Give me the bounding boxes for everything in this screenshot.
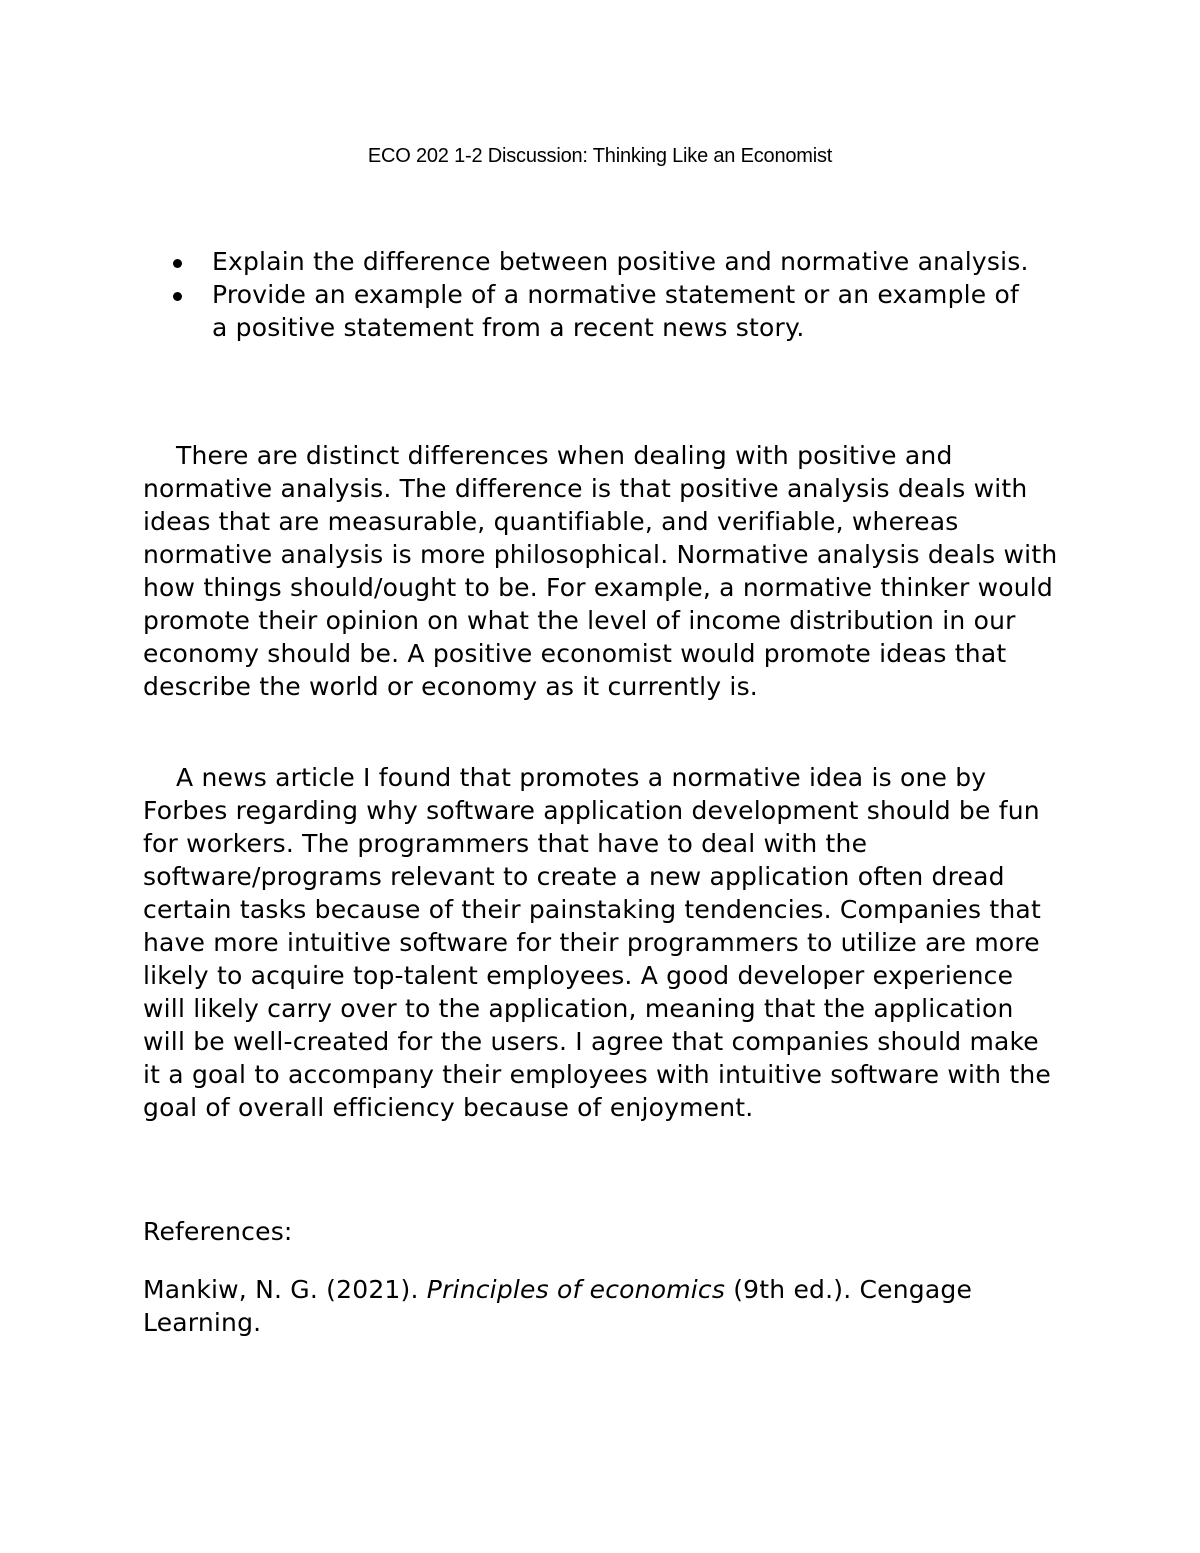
prompt-text: Explain the difference between positive and normative analysis.: [212, 247, 1029, 276]
body-paragraph: There are distinct differences when dealing with positive and normative analysis. The difference is that positive analysis deals with ideas that are measurable, quantifiable, and verifiable, whereas normative analysis is more philosophical. Normative analysis deals with how things should/ought to be. For example, a normative thinker would promote their opinion on what the level of income distribution in our economy should be. A positive economist would promote ideas that describe the world or economy as it currently is.: [143, 441, 1058, 701]
reference-entry: [143, 1273, 1003, 1339]
prompt-item: [170, 245, 1030, 278]
prompt-text: Provide an example of a normative statement or an example of a positive statement from a recent news story.: [212, 280, 1020, 342]
reference-authors-year: Mankiw, N. G. (2021).: [143, 1275, 427, 1304]
reference-edition-publisher: (9th ed.). Cengage Learning.: [143, 1275, 973, 1337]
bullet-icon: [173, 292, 182, 301]
prompt-list: [170, 245, 1030, 344]
references-heading: References:: [143, 1217, 293, 1246]
document-title: ECO 202 1-2 Discussion: Thinking Like an Economist: [367, 145, 833, 167]
prompt-item: [170, 278, 1030, 344]
reference-book-title: Principles of economics: [426, 1275, 726, 1304]
body-paragraph: A news article I found that promotes a normative idea is one by Forbes regarding why software application development should be fun for workers. The programmers that have to deal with the software/programs relevant to create a new application often dread certain tasks because of their painstaking tendencies. Companies that have more intuitive software for their programmers to utilize are more likely to acquire top-talent employees. A good developer experience will likely carry over to the application, meaning that the application will be well-created for the users. I agree that companies should make it a goal to accompany their employees with intuitive software with the goal of overall efficiency because of enjoyment.: [143, 763, 1051, 1122]
bullet-icon: [173, 259, 182, 268]
